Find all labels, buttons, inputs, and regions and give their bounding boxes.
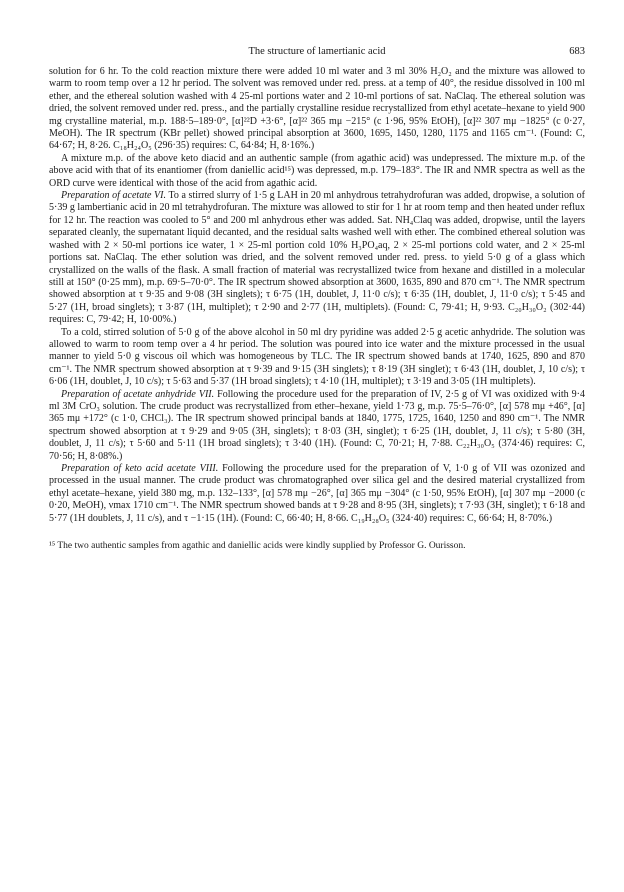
- article-body: [49, 66, 585, 525]
- paragraph: [49, 66, 585, 153]
- paragraph-text: A mixture m.p. of the above keto diacid and an authentic sample (from agathic acid) was undepressed. The mixture m.p. of the above acid with that of its enantiomer (from daniellic acid¹⁵) was depressed, m.p. 179–183°. The IR and NMR spectra as well as the ORD curve were identical with those of the acid from agathic acid.: [49, 152, 585, 189]
- footnote: ¹⁵ The two authentic samples from agathic and daniellic acids were kindly supplied by Professor G. Ourisson.: [49, 541, 466, 552]
- section-lead: Preparation of keto acid acetate VIII.: [61, 463, 219, 474]
- paragraph-text: To a cold, stirred solution of 5·0 g of the above alcohol in 50 ml dry pyridine was added 2·5 g acetic anhydride. The solution was allowed to warm to room temp over a 4 hr period. The solution was poured into ice water and the mixture processed in the usual manner to yield 5·0 g viscous oil which was homogeneous by TLC. The IR spectrum showed bands at 1740, 1625, 890 and 870 cm⁻¹. The NMR spectrum showed absorption at τ 9·39 and 9·15 (3H singlets); τ 8·19 (3H singlet); τ 6·43 (1H, doublet, J, 10 c/s); τ 6·06 (1H, doublet, J, 10 c/s); τ 5·63 and 5·37 (1H broad singlets); τ 4·10 (1H, multiplet); τ 3·19 and 3·05 (1H multiplets).: [49, 326, 585, 388]
- running-header: [49, 46, 585, 62]
- page: [49, 46, 585, 552]
- paragraph-text: To a stirred slurry of 1·5 g LAH in 20 ml anhydrous tetrahydrofuran was added, dropwise, a solution of 5·39 g lambertianic acid in 20 ml tetrahydrofuran. The mixture was allowed to stir for 1 hr at room temp and then heated under reflux for 12 hr. The reaction was cooled to 5° and 200 ml anhydrous ether was added. Sat. NH₄Claq was added, dropwise, until the layers separated cleanly, the supernatant liquid decanted, and the residual salts washed well with ether. The combined ethereal solution was washed with 2 × 50-ml portions ice water, 1 × 25-ml portion cold 10% H₃PO₄aq, 2 × 25-ml portions cold water, and 2 × 25-ml portions sat. NaClaq. The ether solution was dried, and the solvent removed under red. press. to yield 5·0 g of a glass which crystallized on the walls of the flask. A small fraction of material was recrystallized twice from hexane and distilled in a molecular still at 150° (0·25 mm), m.p. 69·5–70·0°. The IR spectrum showed absorption at 3600, 1635, 890 and 870 cm⁻¹. The NMR spectrum showed absorption at τ 9·35 and 9·08 (3H singlets); τ 6·75 (1H, doublet, J, 11·0 c/s); τ 6·35 (1H, doublet, J, 11·0 c/s); τ 5·45 and 5·27 (1H, broad singlets); τ 3·87 (1H, multiplet); τ 2·90 and 2·77 (1H, multiplets). (Found: C, 79·41; H, 9·93. C₂₀H₃₀O₂ (302·44) requires: C, 79·42; H, 10·00%.): [49, 190, 585, 326]
- paragraph-text: Following the procedure used for the preparation of V, 1·0 g of VII was ozonized and processed in the usual manner. The crude product was chromatographed over silica gel and the desired material crystallized from ethyl acetate–hexane, yield 380 mg, m.p. 132–133°, [α] 578 mμ −26°, [α] 365 mμ −304° (c 1·50, 95% EtOH), [α] 307 mμ −2000 (c 0·20, MeOH), νmax 1710 cm⁻¹. The NMR spectrum showed bands at τ 9·28 and 8·95 (3H, singlets); τ 7·93 (3H, singlet); τ 6·18 and 5·77 (1H doublets, J, 11 c/s), and τ −1·15 (1H). (Found: C, 66·40; H, 8·66. C₁₉H₂₈O₅ (324·40) requires: C, 66·64; H, 8·70%.): [49, 463, 586, 524]
- paragraph-text: solution for 6 hr. To the cold reaction mixture there were added 10 ml water and 3 ml 30% H₂O₂ and the mixture was allowed to warm to room temp over a 12 hr period. The solvent was removed under red. press. at a temp of 40°, the residue dissolved in 100 ml ether, and the ethereal solution washed with 4 25-ml portions water and 2 10-ml portions of sat. NaClaq. The ethereal solution was dried, the solvent removed under red. press., and the partially crystalline residue recrystallized from ethyl acetate–hexane to yield 900 mg crystalline material, m.p. 188·5–189·0°, [α]²²D +3·6°, [α]²² 365 mμ −215° (c 1·96, 95% EtOH), [α]²² 307 mμ −1825° (c 0·27, MeOH). The IR spectrum (KBr pellet) showed principal absorption at 3600, 1695, 1450, 1280, 1175 and 1165 cm⁻¹. (Found: C, 64·67; H, 8·26. C₁₈H₂₄O₅ (296·35) requires: C, 64·84; H, 8·16%.): [49, 66, 585, 152]
- section-lead: Preparation of acetate anhydride VII.: [61, 388, 215, 400]
- paragraph: [49, 190, 585, 326]
- paragraph: [49, 389, 585, 463]
- paragraph: [49, 327, 585, 389]
- paragraph: [49, 463, 585, 525]
- paragraph-text: Following the procedure used for the preparation of IV, 2·5 g of VI was oxidized with 9·4 ml 3M CrO₃ solution. The crude product was recrystallized from ether–hexane, yield 1·73 g, m.p. 75·5–76·0°, [α] 578 mμ +46°, [α] 365 mμ +172° (c 1·0, CHCl₃). The IR spectrum showed principal bands at 1840, 1775, 1725, 1640, 1250 and 890 cm⁻¹. The NMR spectrum showed absorption at τ 9·29 and 9·05 (3H, singlets); τ 8·03 (3H, singlet); τ 6·25 (1H, doublet, J, 11 c/s); τ 5·80 (3H, doublet, J, 11 c/s); τ 5·60 and 5·11 (1H broad singlets); τ 3·40 (1H). (Found: C, 70·21; H, 7·88. C₂₂H₃₀O₅ (374·46) requires: C, 70·56; H, 8·08%.): [49, 388, 585, 462]
- running-title: The structure of lamertianic acid: [248, 46, 386, 57]
- paragraph: [49, 153, 585, 190]
- page-number: 683: [569, 46, 585, 57]
- section-lead: Preparation of acetate VI.: [61, 190, 166, 202]
